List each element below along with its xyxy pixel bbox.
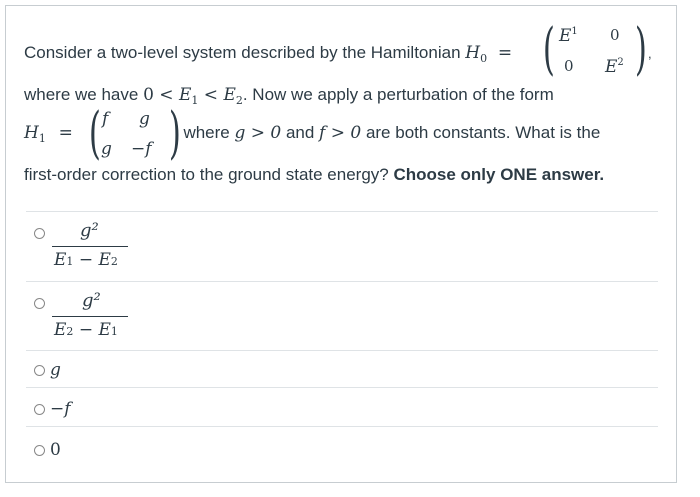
h1-label — [24, 123, 73, 143]
h1-equals: = — [58, 123, 73, 143]
option-1-denominator: E1 − E2 — [54, 250, 118, 270]
radio-button[interactable] — [34, 365, 45, 376]
h0-comma: , — [648, 46, 652, 61]
question-line-2 — [24, 85, 664, 107]
answer-option-3[interactable] — [26, 351, 658, 387]
h1-subscript: 1 — [38, 132, 46, 145]
h1-matrix-a: f — [102, 109, 109, 129]
radio-button[interactable] — [34, 228, 45, 239]
h1-left-paren: ( — [88, 101, 101, 166]
line4-text: first-order correction to the ground state energy? — [24, 165, 394, 184]
option-2-fraction — [52, 290, 128, 346]
h0-matrix — [554, 26, 632, 86]
line2-inequality: $0 < E_1 < E_2$ — [143, 85, 243, 107]
h0-right-paren: ) — [634, 17, 647, 82]
line2-prefix: where we have — [24, 85, 144, 104]
question-line-3 — [174, 123, 600, 143]
question-line-4 — [24, 165, 664, 185]
option-3-label: g — [50, 360, 61, 380]
fraction-bar — [52, 316, 128, 317]
line2-suffix: . Now we apply a perturbation of the form — [242, 85, 554, 104]
question-card — [5, 5, 677, 483]
radio-button[interactable] — [34, 404, 45, 415]
answer-option-4[interactable] — [26, 388, 658, 426]
answer-option-5[interactable] — [26, 427, 658, 467]
h0-matrix-b: 0 — [610, 26, 620, 44]
option-1-numerator: g² — [80, 220, 99, 241]
option-5-label: 0 — [50, 440, 61, 460]
line4-instruction: Choose only ONE answer. — [393, 165, 605, 184]
line3-c: are both constants. What is the — [361, 123, 601, 142]
h1-symbol: H — [24, 123, 39, 143]
h0-matrix-a: E 1 — [559, 26, 578, 46]
line3-b: and — [281, 123, 320, 142]
h1-matrix-c: g — [101, 139, 112, 159]
radio-button[interactable] — [34, 445, 45, 456]
h0-subscript: 0 — [480, 52, 488, 65]
line3-g-condition: g > 0 — [234, 123, 282, 143]
h0-matrix-c: 0 — [564, 57, 574, 75]
line3-a: , where — [174, 123, 235, 142]
h1-matrix-b: g — [139, 109, 150, 129]
h1-matrix-d: −f — [131, 139, 152, 159]
option-4-label: −f — [50, 399, 71, 419]
fraction-bar — [52, 246, 128, 247]
option-2-denominator: E2 − E1 — [54, 320, 118, 340]
line3-f-condition: f > 0 — [319, 123, 362, 143]
h0-matrix-d: E 2 — [605, 57, 624, 77]
option-2-numerator: g² — [82, 290, 101, 311]
answer-option-2[interactable] — [26, 282, 658, 352]
h0-symbol: H — [465, 43, 481, 63]
radio-button[interactable] — [34, 298, 45, 309]
question-intro-text: Consider a two-level system described by the Hamiltonian — [24, 43, 466, 62]
h1-right-paren: ) — [168, 101, 181, 166]
answer-option-1[interactable] — [26, 212, 658, 282]
h1-matrix — [99, 109, 169, 165]
h0-equals: = — [497, 43, 513, 63]
option-1-fraction — [52, 220, 128, 276]
h0-left-paren: ( — [542, 17, 555, 82]
